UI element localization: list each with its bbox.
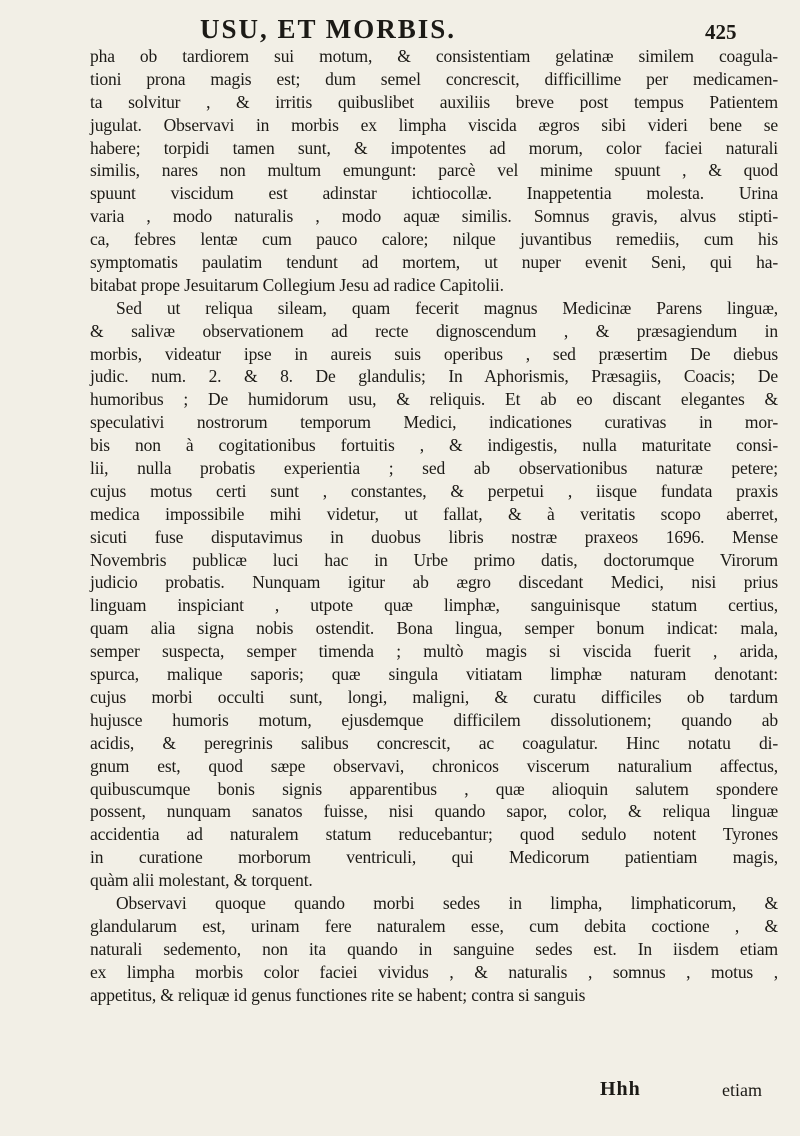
text-line: ta solvitur , & irritis quibuslibet auxiliis breve post tempus Patientem [90, 91, 778, 112]
text-line: similis, nares non multum emungunt: parcè vel minime spuunt , & quod [90, 160, 778, 181]
text-line: appetitus, & reliquæ id genus functiones rite se habent; contra si sanguis [90, 984, 586, 1005]
text-line: medica impossibile mihi videtur, ut fallat, & à veritatis scopo aberret, [90, 503, 778, 524]
text-line: jugulat. Observavi in morbis ex limpha viscida ægros sibi videri bene se [90, 114, 778, 135]
text-line: lii, nulla probatis experientia ; sed ab observationibus naturæ petere; [90, 458, 778, 479]
text-line: habere; torpidi tamen sunt, & impotentes ad morum, color faciei naturali [90, 137, 778, 158]
text-line: morbis, videatur ipse in aureis suis operibus , sed præsertim De diebus [90, 343, 778, 364]
text-line: spurca, malique saporis; quæ singula vitiatam limphæ naturam denotant: [90, 664, 778, 685]
text-line: Sed ut reliqua sileam, quam fecerit magnus Medicinæ Parens linguæ, [116, 297, 778, 318]
text-line: bitabat prope Jesuitarum Collegium Jesu ad radice Capitolii. [90, 274, 504, 295]
page-footer [0, 1078, 800, 1108]
text-line: glandularum est, urinam fere naturalem esse, cum debita coctione , & [90, 915, 778, 936]
text-line: gnum est, quod sæpe observavi, chronicos viscerum naturalium affectus, [90, 755, 778, 776]
text-line: in curatione morborum ventriculi, qui Medicorum patientiam magis, [90, 847, 778, 868]
text-line: speculativi nostrorum temporum Medici, indicationes curativas in mor- [90, 412, 778, 433]
text-line: naturali sedemento, non ita quando in sanguine sedes est. In iisdem etiam [90, 938, 778, 959]
text-line: possent, nunquam sanatos fuisse, nisi quando sapor, color, & reliqua linguæ [90, 801, 778, 822]
text-line: ca, febres lentæ cum pauco calore; nilque juvantibus remediis, cum his [90, 229, 778, 250]
text-line: hujusce humoris motum, ejusdemque difficilem dissolutionem; quando ab [90, 709, 778, 730]
text-line: linguam inspiciant , utpote quæ limphæ, sanguinisque statum certius, [90, 595, 778, 616]
text-line: bis non à cogitationibus fortuitis , & indigestis, nulla maturitate consi- [90, 435, 778, 456]
text-line: quam alia signa nobis ostendit. Bona lingua, semper bonum indicat: mala, [90, 618, 778, 639]
text-line: sicuti fuse disputavimus in duobus libris nostræ praxeos 1696. Mense [90, 526, 778, 547]
text-line: judicio probatis. Nunquam igitur ab ægro discedant Medici, nisi prius [90, 572, 778, 593]
text-line: cujus motus certi sunt , constantes, & perpetui , iisque fundata praxis [90, 480, 778, 501]
text-line: judic. num. 2. & 8. De glandulis; In Aphorismis, Præsagiis, Coacis; De [90, 366, 778, 387]
text-line: humoribus ; De humidorum usu, & reliquis. Et ab eo discant elegantes & [90, 389, 778, 410]
text-line: symptomatis paulatim tendunt ad mortem, ut nuper evenit Seni, qui ha- [90, 252, 778, 273]
text-line: acidis, & peregrinis salibus concrescit, ac coagulatur. Hinc notatu di- [90, 732, 778, 753]
text-line: quibuscumque bonis signis apparentibus , quæ alioquin salutem spondere [90, 778, 778, 799]
text-line: spuunt viscidum est adinstar ichtiocollæ. Inappetentia molesta. Urina [90, 183, 778, 204]
text-line: cujus morbi occulti sunt, longi, maligni, & curatu difficiles ob tardum [90, 686, 778, 707]
page-number: 425 [705, 20, 737, 44]
text-line: quàm alii molestant, & torquent. [90, 870, 313, 891]
text-line: Novembris publicæ luci hac in Urbe primo datis, doctorumque Virorum [90, 549, 778, 570]
signature-mark: Hhh [600, 1078, 641, 1100]
text-line: semper suspecta, semper timenda ; multò magis si viscida fuerit , arida, [90, 641, 778, 662]
body-text [90, 45, 778, 1006]
text-line: ex limpha morbis color faciei vividus , & naturalis , somnus , motus , [90, 961, 778, 982]
text-line: pha ob tardiorem sui motum, & consistentiam gelatinæ similem coagula- [90, 46, 778, 66]
running-title: USU, ET MORBIS. [200, 14, 457, 44]
text-line: varia , modo naturalis , modo aquæ similis. Somnus gravis, alvus stipti- [90, 206, 778, 227]
catchword: etiam [722, 1080, 762, 1100]
text-line: accidentia ad naturalem statum reducebantur; quod sedulo notent Tyrones [90, 824, 778, 845]
text-line: Observavi quoque quando morbi sedes in limpha, limphaticorum, & [116, 892, 778, 913]
text-line: & salivæ observationem ad recte dignoscendum , & præsagiendum in [90, 320, 778, 341]
text-line: tioni prona magis est; dum semel concrescit, difficillime per medicamen- [90, 68, 778, 89]
